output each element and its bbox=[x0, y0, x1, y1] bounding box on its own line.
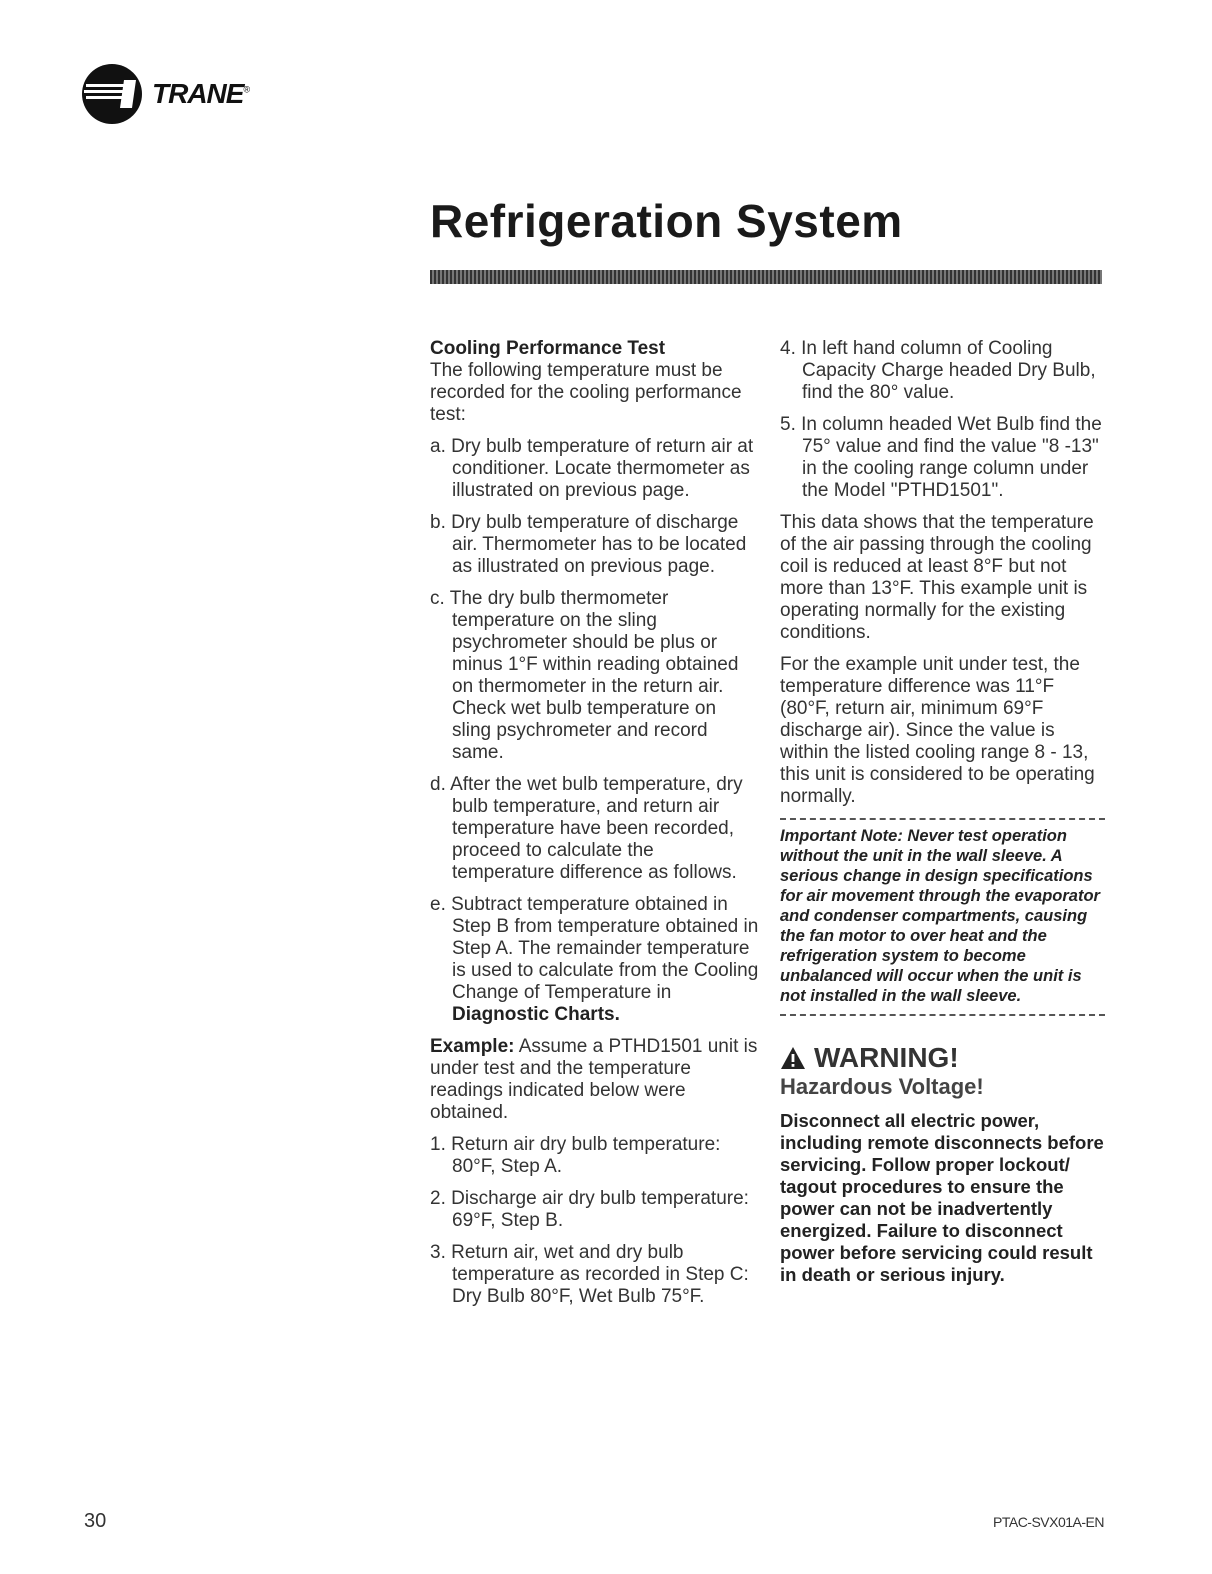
hazard-title: Hazardous Voltage! bbox=[780, 1074, 984, 1099]
list-item: 2. Discharge air dry bulb temperature: 69°F, Step B. bbox=[430, 1188, 749, 1231]
list-item: c. The dry bulb thermometer temperature on the sling psychrometer should be plus or minus 1°F within reading obtained on thermometer in the return air. Check wet bulb temperature on sling psychrometer and record same. bbox=[430, 588, 739, 763]
brand-wordmark: TRANE® bbox=[152, 78, 250, 109]
list-item: d. After the wet bulb temperature, dry bulb temperature, and return air temperature have been recorded, proceed to calculate the temperature difference as follows. bbox=[430, 774, 743, 883]
diagnostic-charts-reference: Diagnostic Charts. bbox=[452, 1004, 620, 1025]
document-id: PTAC-SVX01A-EN bbox=[993, 1514, 1104, 1530]
warning-text: Disconnect all electric power, including remote disconnects before servicing. Follow proper lockout/ tagout procedures to ensure the power can not be inadvertently energized. Failure to disconnect power before servicing could result in death or serious injury. bbox=[780, 1110, 1104, 1285]
example-result-paragraph: For the example unit under test, the temperature difference was 11°F (80°F, return air, minimum 69°F discharge air). Since the value is within the listed cooling range 8 - 13, this unit is considered to be operating normally. bbox=[780, 654, 1095, 807]
warning-title: WARNING! bbox=[814, 1042, 959, 1073]
page-number: 30 bbox=[84, 1510, 107, 1532]
page-title: Refrigeration System bbox=[430, 195, 903, 247]
warning-heading bbox=[780, 1042, 1105, 1073]
right-column bbox=[780, 338, 1105, 1286]
result-paragraph: This data shows that the temperature of the air passing through the cooling coil is reduced at least 8°F but not more than 13°F. This example unit is operating normally for the existing conditions. bbox=[780, 512, 1094, 643]
warning-triangle-icon bbox=[780, 1046, 806, 1070]
list-item: 3. Return air, wet and dry bulb temperature as recorded in Step C: Dry Bulb 80°F, Wet Bulb 75°F. bbox=[430, 1242, 749, 1307]
list-item: a. Dry bulb temperature of return air at conditioner. Locate thermometer as illustrated on previous page. bbox=[430, 436, 754, 501]
example-paragraph bbox=[430, 1036, 760, 1124]
list-item-step-e bbox=[430, 894, 760, 1026]
list-item: b. Dry bulb temperature of discharge air. Thermometer has to be located as illustrated on previous page. bbox=[430, 512, 747, 577]
intro-text: The following temperature must be recorded for the cooling performance test: bbox=[430, 360, 742, 425]
step-e-text: e. Subtract temperature obtained in Step B from temperature obtained in Step A. The remainder temperature is used to calculate from the Cooling Change of Temperature in bbox=[430, 894, 759, 1003]
example-label: Example: bbox=[430, 1036, 515, 1057]
title-divider bbox=[430, 270, 1102, 284]
brand-logo bbox=[80, 62, 249, 126]
list-item: 5. In column headed Wet Bulb find the 75° value and find the value "8 -13" in the cooling range column under the Model "PTHD1501". bbox=[780, 414, 1102, 501]
list-item: 4. In left hand column of Cooling Capacity Charge headed Dry Bulb, find the 80° value. bbox=[780, 338, 1096, 403]
example-text: Assume a PTHD1501 unit is under test and the temperature readings indicated below were obtained. bbox=[430, 1036, 758, 1123]
section-heading: Cooling Performance Test bbox=[430, 338, 666, 359]
trane-logo-icon bbox=[80, 62, 144, 126]
left-column bbox=[430, 338, 760, 1318]
list-item: 1. Return air dry bulb temperature: 80°F, Step A. bbox=[430, 1134, 721, 1177]
important-note: Important Note: Never test operation without the unit in the wall sleeve. A serious change in design specifications for air movement through the evaporator and condenser compartments, causing the fan motor to over heat and the refrigeration system to become unbalanced will occur when the unit is not installed in the wall sleeve. bbox=[780, 818, 1105, 1016]
